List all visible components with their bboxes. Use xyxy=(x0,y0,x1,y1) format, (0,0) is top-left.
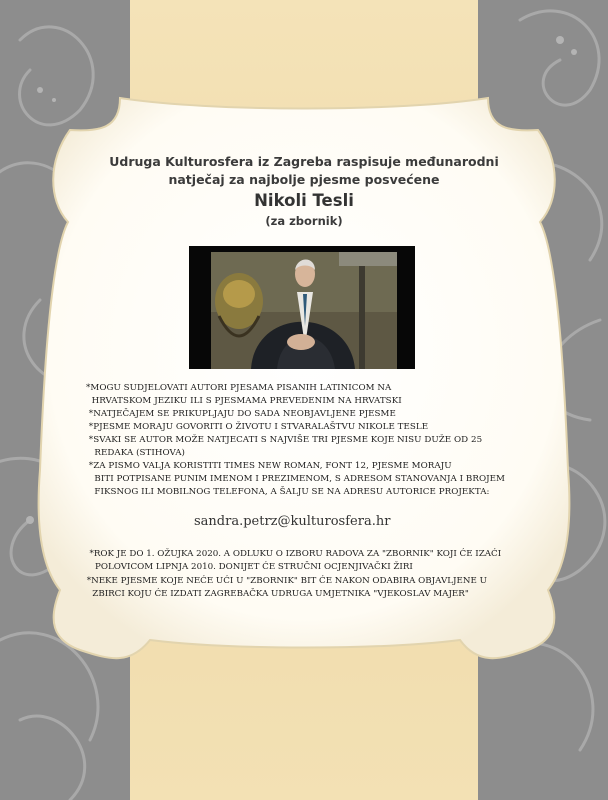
rules-list xyxy=(86,382,546,499)
note-line: ZBIRCI KOJU ĆE IZDATI ZAGREBAČKA UDRUGA UMJETNIKA "VJEKOSLAV MAJER" xyxy=(84,589,469,600)
rule-line: *NATJEČAJEM SE PRIKUPLJAJU DO SADA NEOBJAVLJENE PJESME xyxy=(86,409,396,419)
rule-line: *PJESME MORAJU GOVORITI O ŽIVOTU I STVARALAŠTVU NIKOLE TESLE xyxy=(86,422,429,432)
rule-line: *MOGU SUDJELOVATI AUTORI PJESAMA PISANIH LATINICOM NA xyxy=(86,383,392,393)
tesla-photo xyxy=(189,246,415,369)
deadline-notes xyxy=(84,548,554,602)
rule-line: FIKSNOG ILI MOBILNOG TELEFONA, A ŠALJU SE NA ADRESU AUTORICE PROJEKTA: xyxy=(86,487,490,497)
note-line: POLOVICOM LIPNJA 2010. DONIJET ĆE STRUČNI OCJENJIVAČKI ŽIRI xyxy=(84,562,413,573)
rule-line: *ZA PISMO VALJA KORISTITI TIMES NEW ROMAN, FONT 12, PJESME MORAJU xyxy=(86,461,452,471)
rule-line: HRVATSKOM JEZIKU ILI S PJESMAMA PREVEDENIM NA HRVATSKI xyxy=(86,396,402,406)
rule-line: REDAKA (STIHOVA) xyxy=(86,448,185,458)
rule-line: *SVAKI SE AUTOR MOŽE NATJECATI S NAJVIŠE TRI PJESME KOJE NISU DUŽE OD 25 xyxy=(86,435,483,445)
note-line: *ROK JE DO 1. OŽUJKA 2020. A ODLUKU O IZBORU RADOVA ZA "ZBORNIK" KOJI ĆE IZAĆI xyxy=(84,549,502,559)
page-title: Nikoli Tesli xyxy=(254,191,354,210)
intro-line-1: Udruga Kulturosfera iz Zagreba raspisuje međunarodni xyxy=(109,154,499,169)
intro-text xyxy=(90,153,518,189)
page-subtitle: (za zbornik) xyxy=(265,214,343,228)
rule-line: BITI POTPISANE PUNIM IMENOM I PREZIMENOM, S ADRESOM STANOVANJA I BROJEM xyxy=(86,474,505,484)
contact-email[interactable]: sandra.petrz@kulturosfera.hr xyxy=(194,514,391,529)
note-line: *NEKE PJESME KOJE NEĆE UĆI U "ZBORNIK" BIT ĆE NAKON ODABIRA OBJAVLJENE U xyxy=(84,575,487,586)
intro-line-2: natječaj za najbolje pjesme posvećene xyxy=(168,172,440,187)
